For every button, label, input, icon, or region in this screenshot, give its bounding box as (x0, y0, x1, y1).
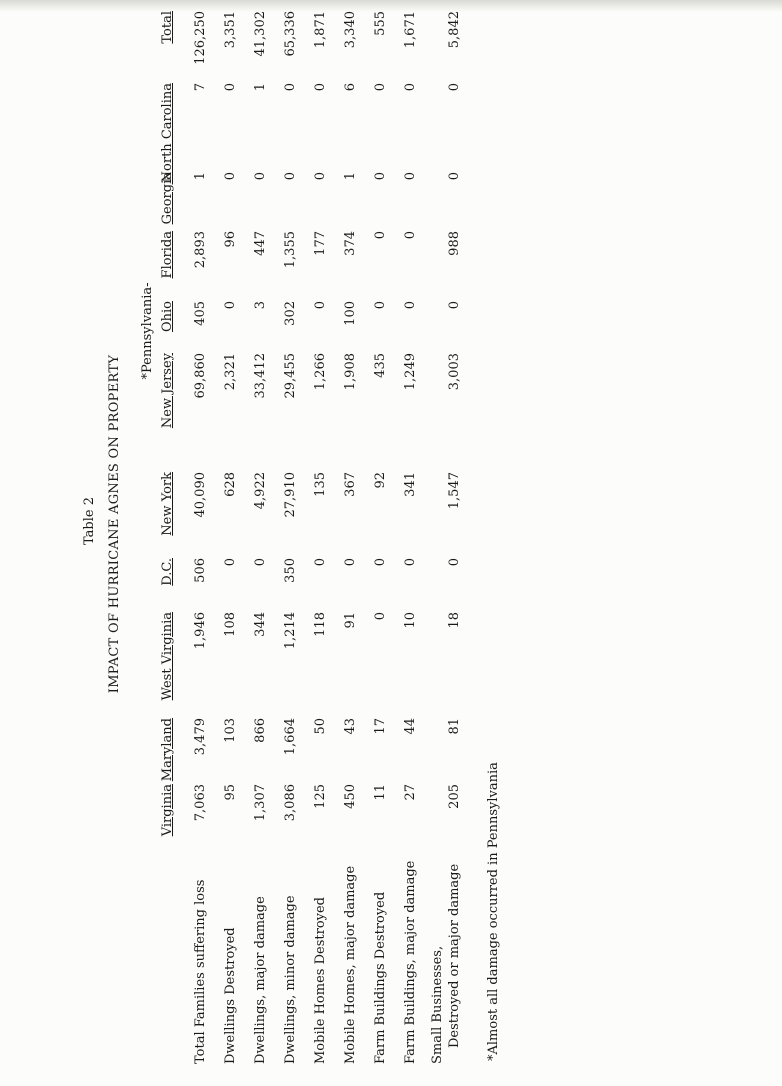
column-header-1: Maryland (160, 718, 175, 782)
header-pa-nj-line1: *Pennsylvania- (140, 282, 155, 380)
table-cell: 29,455 (283, 353, 298, 399)
column-header-2: West Virginia (160, 612, 175, 701)
table-cell: 0 (283, 83, 298, 92)
table-cell: 0 (403, 301, 418, 310)
table-cell: 0 (447, 83, 462, 92)
column-header-10: Total (160, 11, 175, 44)
table-cell: 3,340 (343, 11, 358, 49)
table-cell: 177 (313, 231, 328, 256)
table-cell: 5,842 (447, 11, 462, 49)
table-cell: 1 (343, 172, 358, 181)
table-cell: 2,321 (223, 353, 238, 391)
table-cell: 0 (403, 83, 418, 92)
table-cell: 1,871 (313, 11, 328, 49)
table-cell: 81 (447, 718, 462, 735)
table-cell: 450 (343, 784, 358, 809)
table-cell: 405 (193, 301, 208, 326)
table-number: Table 2 (82, 497, 97, 545)
footnote: *Almost all damage occurred in Pennsylvania (486, 762, 501, 1061)
table-cell: 1,214 (283, 612, 298, 650)
table-cell: 125 (313, 784, 328, 809)
table-cell: 0 (447, 558, 462, 567)
row-label: Farm Buildings Destroyed (373, 891, 388, 1064)
table-cell: 103 (223, 718, 238, 743)
table-cell: 7 (193, 83, 208, 92)
table-cell: 0 (313, 558, 328, 567)
table-cell: 0 (253, 172, 268, 181)
table-cell: 65,336 (283, 11, 298, 57)
table-cell: 0 (313, 172, 328, 181)
row-label-line2: Destroyed or major damage (447, 863, 462, 1048)
table-cell: 0 (223, 83, 238, 92)
table-cell: 18 (447, 612, 462, 629)
table-cell: 374 (343, 231, 358, 256)
row-label: Mobile Homes Destroyed (313, 896, 328, 1064)
table-cell: 100 (343, 301, 358, 326)
table-cell: 0 (283, 172, 298, 181)
table-cell: 0 (403, 558, 418, 567)
table-cell: 3,003 (447, 353, 462, 391)
column-header-8: Georgia (160, 172, 175, 225)
table-cell: 7,063 (193, 784, 208, 822)
table-cell: 0 (403, 231, 418, 240)
table-cell: 0 (223, 558, 238, 567)
table-cell: 96 (223, 231, 238, 248)
column-header-3: D.C. (160, 558, 175, 586)
table-cell: 1,946 (193, 612, 208, 650)
column-header-7: Florida (160, 231, 175, 279)
table-cell: 1,664 (283, 718, 298, 756)
table-cell: 4,922 (253, 472, 268, 510)
table-cell: 0 (447, 172, 462, 181)
table-cell: 1,249 (403, 353, 418, 391)
row-label: Farm Buildings, major damage (403, 860, 418, 1064)
table-cell: 10 (403, 612, 418, 629)
table-cell: 0 (447, 301, 462, 310)
table-cell: 50 (313, 718, 328, 735)
table-cell: 866 (253, 718, 268, 743)
table-cell: 1,547 (447, 472, 462, 510)
table-cell: 1,355 (283, 231, 298, 269)
row-label: Dwellings, minor damage (283, 895, 298, 1064)
table-cell: 435 (373, 353, 388, 378)
table-cell: 0 (373, 558, 388, 567)
table-cell: 0 (403, 172, 418, 181)
row-label: Mobile Homes, major damage (343, 865, 358, 1064)
table-cell: 0 (223, 301, 238, 310)
table-cell: 135 (313, 472, 328, 497)
table-cell: 555 (373, 11, 388, 36)
table-cell: 350 (283, 558, 298, 583)
table-cell: 91 (343, 612, 358, 629)
table-cell: 988 (447, 231, 462, 256)
table-cell: 0 (373, 301, 388, 310)
table-cell: 3 (253, 301, 268, 310)
table-cell: 0 (313, 83, 328, 92)
table-cell: 0 (253, 558, 268, 567)
table-cell: 27,910 (283, 472, 298, 518)
table-cell: 0 (373, 83, 388, 92)
table-cell: 40,090 (193, 472, 208, 518)
table-cell: 95 (223, 784, 238, 801)
table-cell: 108 (223, 612, 238, 637)
table-cell: 1 (193, 172, 208, 181)
column-header-4: New York (160, 472, 175, 536)
table-cell: 341 (403, 472, 418, 497)
table-cell: 0 (223, 172, 238, 181)
table-cell: 44 (403, 718, 418, 735)
table-cell: 6 (343, 83, 358, 92)
table-cell: 205 (447, 784, 462, 809)
row-label-line1: Small Businesses, (430, 945, 445, 1064)
table-cell: 92 (373, 472, 388, 489)
table-cell: 0 (373, 231, 388, 240)
table-cell: 17 (373, 718, 388, 735)
row-label: Dwellings Destroyed (223, 927, 238, 1064)
column-header-9: North Carolina (160, 83, 175, 183)
table-cell: 3,086 (283, 784, 298, 822)
table-cell: 3,479 (193, 718, 208, 756)
table-cell: 628 (223, 472, 238, 497)
column-header-0: Virginia (160, 784, 175, 837)
table-cell: 69,860 (193, 353, 208, 399)
table-cell: 447 (253, 231, 268, 256)
row-label: Total Families suffering loss (193, 879, 208, 1064)
table-cell: 0 (373, 172, 388, 181)
row-label: Dwellings, major damage (253, 896, 268, 1064)
table-cell: 367 (343, 472, 358, 497)
table-cell: 344 (253, 612, 268, 637)
table-cell: 3,351 (223, 11, 238, 49)
column-header-6: Ohio (160, 301, 175, 333)
table-cell: 11 (373, 784, 388, 801)
table-cell: 0 (373, 612, 388, 621)
table-cell: 33,412 (253, 353, 268, 399)
table-cell: 0 (313, 301, 328, 310)
table-cell: 41,302 (253, 11, 268, 57)
table-cell: 1,908 (343, 353, 358, 391)
table-cell: 0 (343, 558, 358, 567)
column-header-5: New Jersey (160, 353, 175, 429)
table-title: IMPACT OF HURRICANE AGNES ON PROPERTY (107, 354, 122, 694)
table-cell: 1,671 (403, 11, 418, 49)
table-cell: 1 (253, 83, 268, 92)
table-cell: 118 (313, 612, 328, 637)
table-cell: 126,250 (193, 11, 208, 65)
table-cell: 1,307 (253, 784, 268, 822)
table-cell: 27 (403, 784, 418, 801)
table-cell: 302 (283, 301, 298, 326)
table-cell: 506 (193, 558, 208, 583)
table-cell: 2,893 (193, 231, 208, 269)
table-cell: 43 (343, 718, 358, 735)
table-cell: 1,266 (313, 353, 328, 391)
